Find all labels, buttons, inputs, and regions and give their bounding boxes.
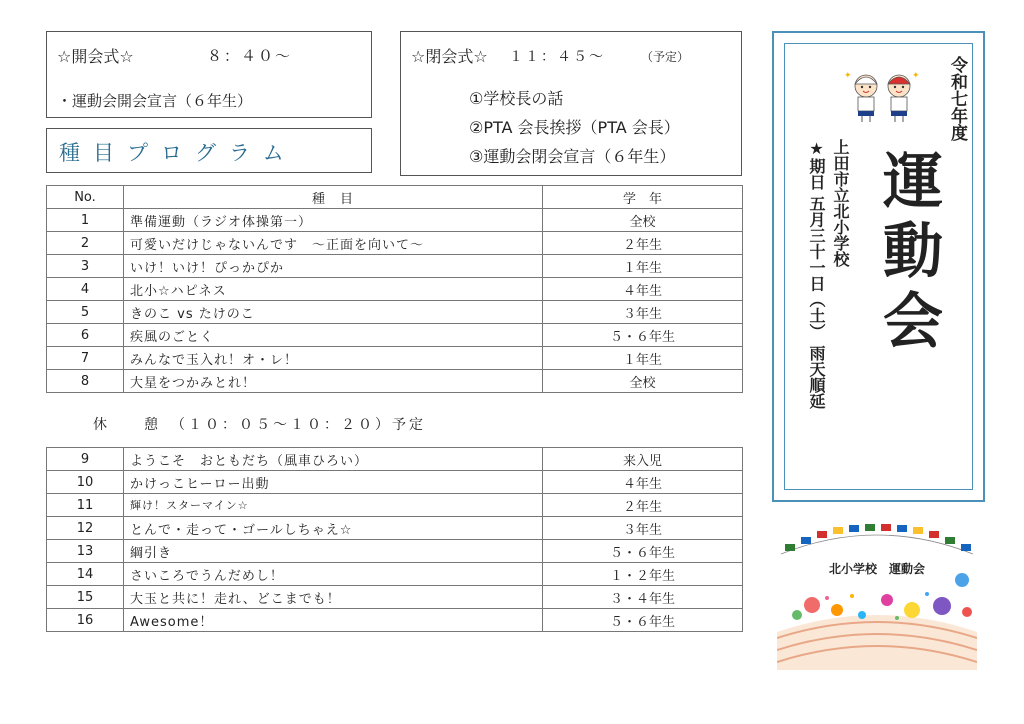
row-event: 大星をつかみとれ！ xyxy=(124,370,543,393)
row-no: 7 xyxy=(47,347,124,370)
row-grade: １年生 xyxy=(543,347,743,370)
row-no: 13 xyxy=(47,540,124,563)
school-name: 上田市立北小学校 xyxy=(831,139,850,267)
row-grade: ３年生 xyxy=(543,301,743,324)
opening-item: ・運動会開会宣言（６年生） xyxy=(57,92,253,110)
row-grade: ５・６年生 xyxy=(543,324,743,347)
row-no: 8 xyxy=(47,370,124,393)
row-grade: ５・６年生 xyxy=(543,609,743,632)
row-event: きのこ vs たけのこ xyxy=(124,301,543,324)
row-event: さいころでうんだめし！ xyxy=(124,563,543,586)
row-event: とんで・走って・ゴールしちゃえ☆ xyxy=(124,517,543,540)
table-row xyxy=(47,586,743,609)
svg-text:✦: ✦ xyxy=(844,71,852,81)
banner-illustration-icon xyxy=(777,520,977,670)
closing-time: １１：４５～ xyxy=(509,49,605,65)
row-grade: ２年生 xyxy=(543,494,743,517)
row-no: 6 xyxy=(47,324,124,347)
table-row xyxy=(47,301,743,324)
row-event: 疾風のごとく xyxy=(124,324,543,347)
event-date: ★期日 五月三十一日（土） 雨天順延 xyxy=(807,139,826,410)
row-grade: 全校 xyxy=(543,370,743,393)
row-grade: 全校 xyxy=(543,209,743,232)
main-title: 運動会 xyxy=(873,149,943,359)
year-label: 令和七年度 xyxy=(947,56,967,141)
row-no: 11 xyxy=(47,494,124,517)
row-no: 15 xyxy=(47,586,124,609)
table-row xyxy=(47,609,743,632)
row-event: 輝け！スターマイン☆ xyxy=(124,494,543,517)
table-row xyxy=(47,540,743,563)
closing-note: （予定） xyxy=(641,50,690,64)
table-row xyxy=(47,278,743,301)
row-no: 12 xyxy=(47,517,124,540)
row-event: 大玉と共に！走れ、どこまでも！ xyxy=(124,586,543,609)
row-no: 1 xyxy=(47,209,124,232)
table-row xyxy=(47,347,743,370)
row-no: 4 xyxy=(47,278,124,301)
row-grade: ２年生 xyxy=(543,232,743,255)
closing-title: ☆閉会式☆ xyxy=(411,47,488,66)
row-grade: ４年生 xyxy=(543,471,743,494)
table-row xyxy=(47,471,743,494)
table-row xyxy=(47,517,743,540)
row-no: 14 xyxy=(47,563,124,586)
break-notice: 休 憩 （１０：０５～１０：２０）予定 xyxy=(93,417,426,433)
row-grade: ３・４年生 xyxy=(543,586,743,609)
row-no: 2 xyxy=(47,232,124,255)
row-event: Awesome！ xyxy=(124,609,543,632)
opening-ceremony-box xyxy=(46,31,372,118)
row-no: 16 xyxy=(47,609,124,632)
table-row xyxy=(47,563,743,586)
svg-text:✦: ✦ xyxy=(912,71,920,81)
row-event: みんなで玉入れ！オ・レ！ xyxy=(124,347,543,370)
closing-item: ①学校長の話 xyxy=(469,89,564,108)
closing-item: ③運動会閉会宣言（６年生） xyxy=(469,147,676,166)
row-no: 3 xyxy=(47,255,124,278)
row-no: 10 xyxy=(47,471,124,494)
row-grade: １・２年生 xyxy=(543,563,743,586)
table-row xyxy=(47,255,743,278)
program-title: 種目プログラム xyxy=(59,141,297,165)
row-grade: ４年生 xyxy=(543,278,743,301)
kids-illustration-icon xyxy=(842,66,922,124)
row-event: かけっこヒーロー出動 xyxy=(124,471,543,494)
row-grade: ５・６年生 xyxy=(543,540,743,563)
row-event: いけ！いけ！ぴっかぴか xyxy=(124,255,543,278)
row-event: 準備運動（ラジオ体操第一） xyxy=(124,209,543,232)
banner-text: 北小学校 運動会 xyxy=(828,562,925,576)
table-header-row xyxy=(47,186,743,209)
row-no: 9 xyxy=(47,448,124,471)
table-row xyxy=(47,324,743,347)
closing-item: ②PTA 会長挨拶（PTA 会長） xyxy=(469,118,680,137)
table-row xyxy=(47,370,743,393)
row-grade: １年生 xyxy=(543,255,743,278)
row-grade: ３年生 xyxy=(543,517,743,540)
header-event: 種 目 xyxy=(124,186,543,209)
row-event: 綱引き xyxy=(124,540,543,563)
closing-ceremony-box xyxy=(400,31,742,176)
opening-title: ☆開会式☆ xyxy=(57,47,134,66)
header-no: No. xyxy=(47,186,124,209)
program-table-second-half xyxy=(46,447,743,632)
table-row xyxy=(47,232,743,255)
header-grade: 学 年 xyxy=(543,186,743,209)
opening-time: ８：４０～ xyxy=(207,47,293,65)
table-row xyxy=(47,494,743,517)
row-event: ようこそ おともだち（風車ひろい） xyxy=(124,448,543,471)
program-table-first-half xyxy=(46,185,743,393)
row-grade: 来入児 xyxy=(543,448,743,471)
row-event: 北小☆ハピネス xyxy=(124,278,543,301)
table-row xyxy=(47,209,743,232)
sports-day-banner xyxy=(777,520,977,670)
row-no: 5 xyxy=(47,301,124,324)
program-title-box xyxy=(46,128,372,173)
row-event: 可愛いだけじゃないんです ～正面を向いて～ xyxy=(124,232,543,255)
table-row xyxy=(47,448,743,471)
